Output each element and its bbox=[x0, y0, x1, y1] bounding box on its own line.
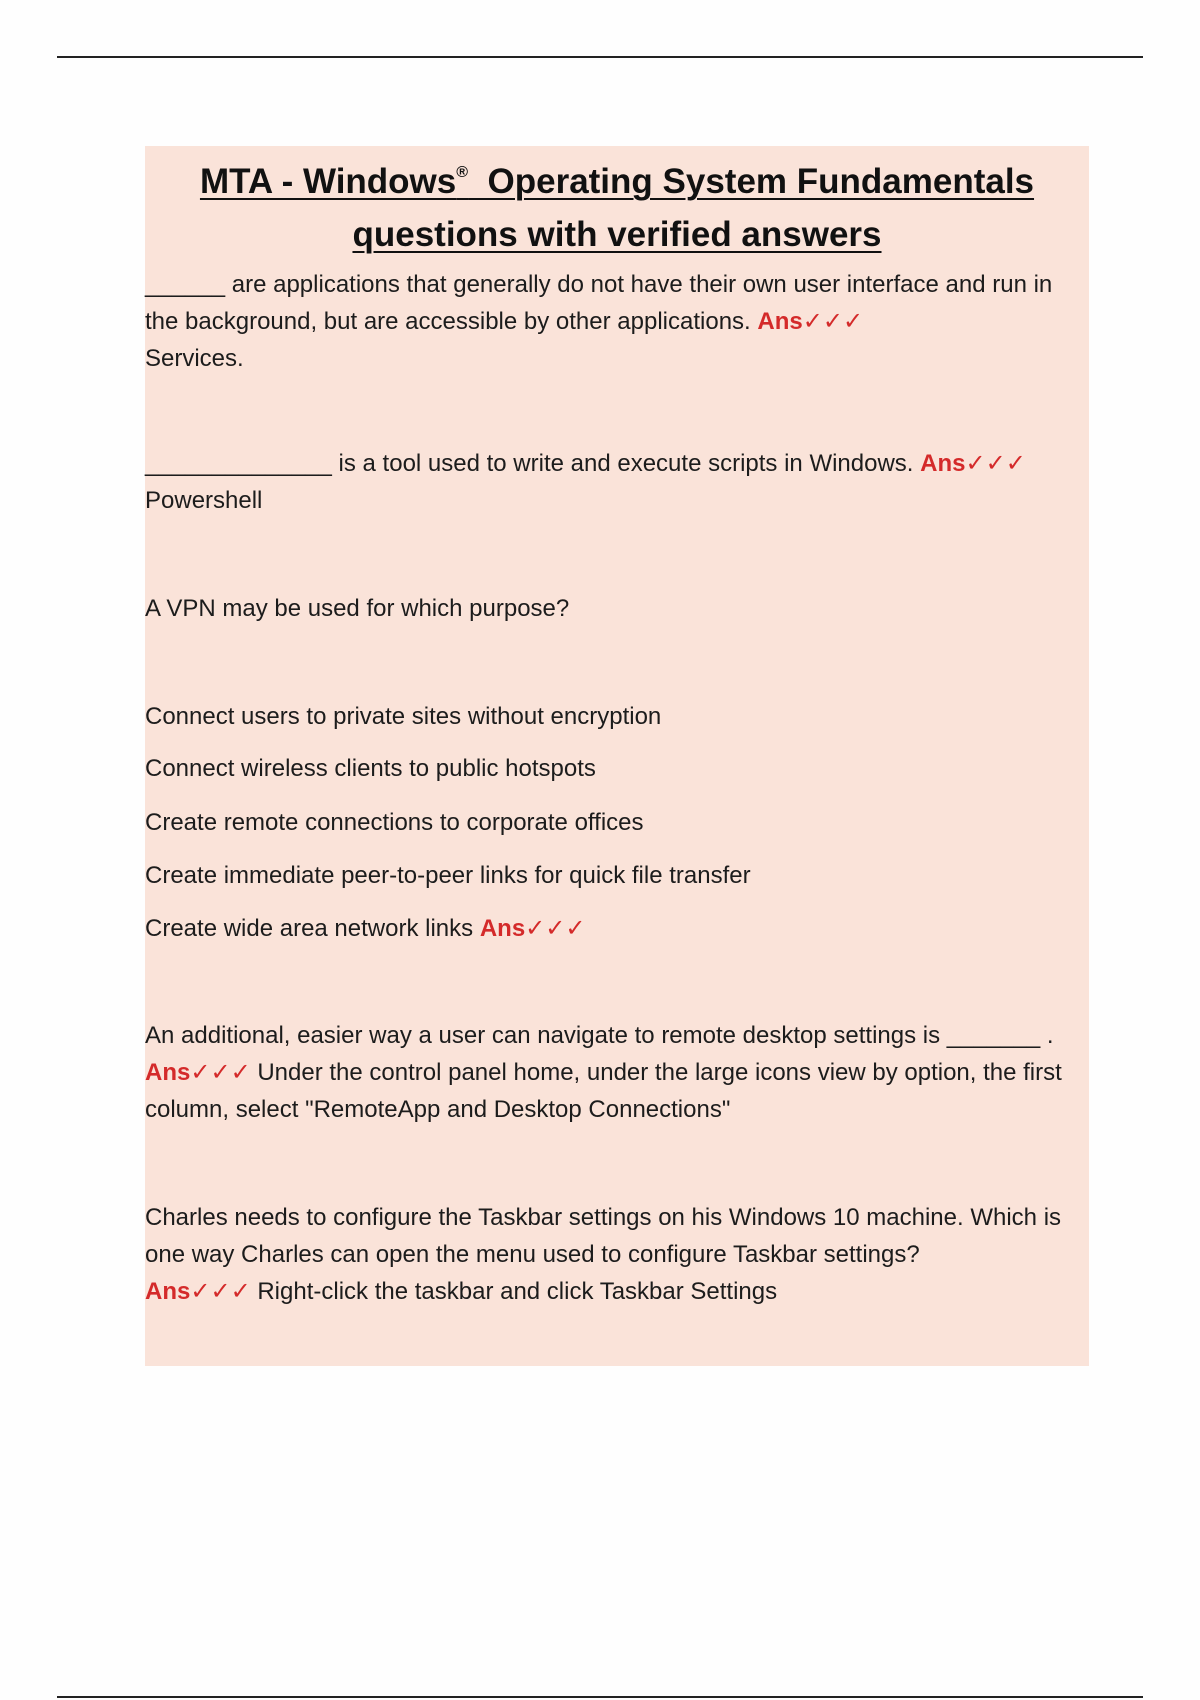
question-text: A VPN may be used for which purpose? bbox=[145, 595, 570, 622]
qa-item-1 bbox=[145, 266, 1089, 377]
header-rule bbox=[57, 56, 1143, 58]
answer-text: Powershell bbox=[145, 487, 263, 514]
question-text: Charles needs to configure the Taskbar settings on his Windows 10 machine. Which is one way Charles can open the menu used to configure Taskbar settings? bbox=[145, 1204, 1062, 1268]
check-marks-icon: ✓✓✓ bbox=[965, 450, 1026, 477]
answer-label: Ans bbox=[757, 308, 803, 335]
check-marks-icon: ✓✓✓ bbox=[525, 915, 586, 942]
qa-item-4 bbox=[145, 1017, 1089, 1128]
option-3 bbox=[145, 804, 1089, 841]
qa-item-3 bbox=[145, 590, 1089, 627]
option-5 bbox=[145, 910, 1089, 947]
registered-mark: ® bbox=[456, 164, 469, 181]
question-text: An additional, easier way a user can navigate to remote desktop settings is _______ . bbox=[145, 1022, 1054, 1049]
document-title bbox=[145, 146, 1089, 261]
check-marks-icon: ✓✓✓ bbox=[190, 1059, 251, 1086]
qa-item-5 bbox=[145, 1199, 1089, 1310]
answer-text: Right-click the taskbar and click Taskbar Settings bbox=[257, 1278, 778, 1305]
option-text: Create immediate peer-to-peer links for quick file transfer bbox=[145, 862, 751, 889]
answer-label: Ans bbox=[145, 1059, 191, 1086]
title-text-part1: MTA - Windows bbox=[199, 162, 457, 201]
option-text: Create remote connections to corporate offices bbox=[145, 809, 644, 836]
check-marks-icon: ✓✓✓ bbox=[802, 308, 864, 335]
answer-label: Ans bbox=[145, 1278, 191, 1305]
question-text: ______________ is a tool used to write and execute scripts in Windows. bbox=[145, 450, 914, 477]
check-marks-icon: ✓✓✓ bbox=[190, 1278, 251, 1305]
qa-item-2 bbox=[145, 445, 1089, 519]
title-text-line2: questions with verified answers bbox=[352, 215, 882, 254]
question-text: ______ are applications that generally do not have their own user interface and run in the background, but are accessible by other applications. bbox=[145, 271, 1053, 335]
option-2 bbox=[145, 750, 1089, 787]
title-text-part2: Operating System Fundamentals bbox=[487, 162, 1035, 201]
answer-text: Services. bbox=[145, 345, 244, 372]
answer-label: Ans bbox=[920, 450, 966, 477]
answer-label: Ans bbox=[479, 915, 526, 942]
option-text: Connect users to private sites without encryption bbox=[145, 703, 662, 730]
answer-text: Under the control panel home, under the large icons view by option, the first column, select "RemoteApp and Desktop Connections" bbox=[145, 1059, 1062, 1123]
option-text: Connect wireless clients to public hotspots bbox=[145, 755, 596, 782]
footer-rule bbox=[57, 1696, 1143, 1698]
option-text: Create wide area network links bbox=[145, 915, 474, 942]
option-1 bbox=[145, 698, 1089, 735]
option-4 bbox=[145, 857, 1089, 894]
content-panel bbox=[145, 146, 1089, 1366]
